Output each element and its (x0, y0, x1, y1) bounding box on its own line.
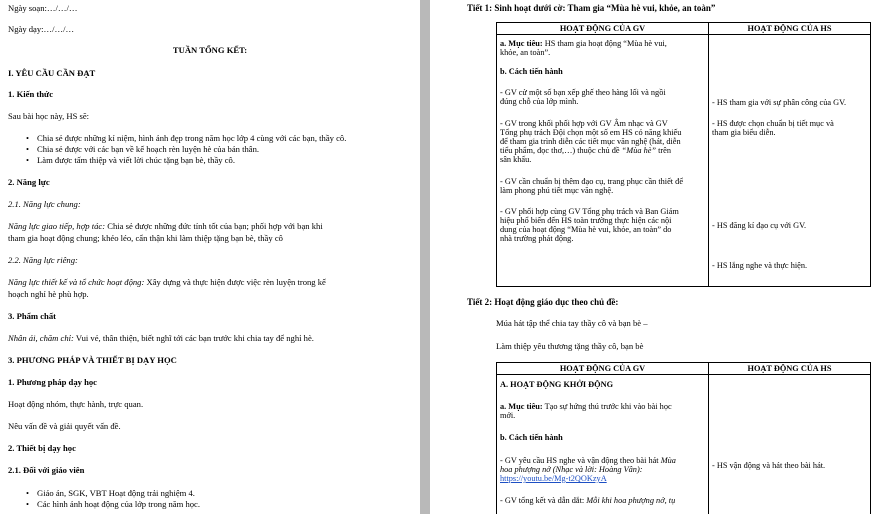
knowledge-bullet: • Chia sẻ được với các bạn về kế hoạch rèn luyện hè của bản thân. (37, 144, 259, 154)
heading-general-competence: 2.1. Năng lực chung: (8, 199, 81, 209)
lesson2-topic-song: Múa hát tập thể chia tay thầy cô và bạn bè – (496, 318, 648, 328)
column-header-student: HOẠT ĐỘNG CỦA HS (709, 363, 871, 375)
lesson2-heading: Tiết 2: Hoạt động giáo dục theo chủ đề: (467, 297, 619, 307)
column-header-teacher: HOẠT ĐỘNG CỦA GV (497, 363, 709, 375)
heading-competence: 2. Năng lực (8, 177, 50, 187)
heading-equipment: 2. Thiết bị dạy học (8, 443, 76, 453)
date-taught: Ngày dạy:…/…/… (8, 24, 75, 34)
document-page-left (0, 0, 420, 514)
lesson1-heading: Tiết 1: Sinh hoạt dưới cờ: Tham gia “Mùa hè vui, khỏe, an toàn” (467, 3, 716, 13)
heading-teacher-equipment: 2.1. Đối với giáo viên (8, 465, 85, 475)
doc-title: TUẦN TỔNG KẾT: (172, 45, 248, 55)
specific-competence-line2: hoạch nghỉ hè phù hợp. (8, 289, 89, 299)
teacher-activity-cell: a. Mục tiêu: HS tham gia hoạt động “Mùa hè vui, khỏe, an toàn”. b. Cách tiến hành - GV cử một số bạn xếp ghế theo hàng lối và ngồi đúng chỗ của lớp mình. - GV trong khối phối hợp với GV Âm nhạc và GV Tổng phụ trách Đội chọn một số em HS có năng khiếu để tham gia trình diễn các tiết mục văn nghệ (hát, diễn tiểu phẩm, đọc thơ,…) thuộc chủ đề “Mùa hè” trên sân khấu. - GV cần chuẩn bị thêm đạo cụ, trang phục cần thiết để làm phong phú tiết mục văn nghệ. - GV phối hợp cùng GV Tổng phụ trách và Ban Giám hiệu phổ biến đến HS toàn trường thực hiện các nội dung của hoạt động “Mùa hè vui, khỏe, an toàn” do nhà trường phát động. (497, 35, 709, 287)
equipment-bullet: • Các hình ảnh hoạt động của lớp trong năm học. (37, 499, 200, 509)
column-header-teacher: HOẠT ĐỘNG CỦA GV (497, 23, 709, 35)
heading-specific-competence: 2.2. Năng lực riêng: (8, 255, 78, 265)
teacher-activity-cell: A. HOẠT ĐỘNG KHỞI ĐỘNG a. Mục tiêu: Tạo sự hứng thú trước khi vào bài học mới. b. Cách tiến hành - GV yêu cầu HS nghe và vận động theo bài hát Mùa hoa phượng nở (Nhạc và lời: Hoàng Vân): https://youtu.be/Mg-t2QOKzyA - GV tổng kết và dẫn dắt: Mỗi khi hoa phượng nở, tụ (497, 375, 709, 514)
student-activity-cell: - HS vận động và hát theo bài hát. (709, 375, 871, 514)
heading-requirements: I. YÊU CẦU CẦN ĐẠT (8, 68, 96, 78)
lesson1-table (496, 22, 871, 287)
knowledge-bullet: • Chia sẻ được những kỉ niệm, hình ảnh đẹp trong năm học lớp 4 cùng với các bạn, thầy cô. (37, 133, 346, 143)
heading-methods: 1. Phương pháp dạy học (8, 377, 97, 387)
heading-knowledge: 1. Kiến thức (8, 89, 54, 99)
equipment-bullet: • Giáo án, SGK, VBT Hoạt động trải nghiệm 4. (37, 488, 195, 498)
knowledge-bullet: • Làm được tấm thiệp và viết lời chúc tặng bạn bè, thầy cô. (37, 155, 235, 165)
lesson2-table (496, 362, 871, 514)
method-1: Hoạt động nhóm, thực hành, trực quan. (8, 399, 144, 409)
specific-competence-line1: Năng lực thiết kế và tổ chức hoạt động: Xây dựng và thực hiện được việc rèn luyện trong kế (8, 277, 326, 287)
student-activity-cell: - HS tham gia với sự phân công của GV. - HS được chọn chuẩn bị tiết mục và tham gia biểu diễn. - HS đăng kí đạo cụ với GV. - HS lắng nghe và thực hiện. (709, 35, 871, 287)
lesson2-topic-card: Làm thiệp yêu thương tặng thầy cô, bạn bè (496, 341, 644, 351)
date-prepared: Ngày soạn:…/…/… (8, 3, 78, 13)
knowledge-intro: Sau bài học này, HS sẽ: (8, 111, 90, 121)
qualities-text: Nhân ái, chăm chỉ: Vui vẻ, thân thiện, biết nghĩ tới các bạn trước khi chia tay để nghỉ hè. (8, 333, 314, 343)
song-video-link[interactable]: https://youtu.be/Mg-t2QOKzyA (500, 474, 607, 483)
document-page-right (430, 0, 873, 514)
heading-qualities: 3. Phẩm chất (8, 311, 56, 321)
general-competence-line1: Năng lực giao tiếp, hợp tác: Chia sẻ được những đức tính tốt của bạn; phối hợp với bạn khi (8, 221, 323, 231)
heading-methods-equipment: 3. PHƯƠNG PHÁP VÀ THIẾT BỊ DẠY HỌC (8, 355, 177, 365)
general-competence-line2: tham gia hoạt động chung; khéo léo, cẩn thận khi làm thiệp tặng bạn bè, thầy cô (8, 233, 283, 243)
column-header-student: HOẠT ĐỘNG CỦA HS (709, 23, 871, 35)
method-2: Nêu vấn đề và giải quyết vấn đề. (8, 421, 121, 431)
